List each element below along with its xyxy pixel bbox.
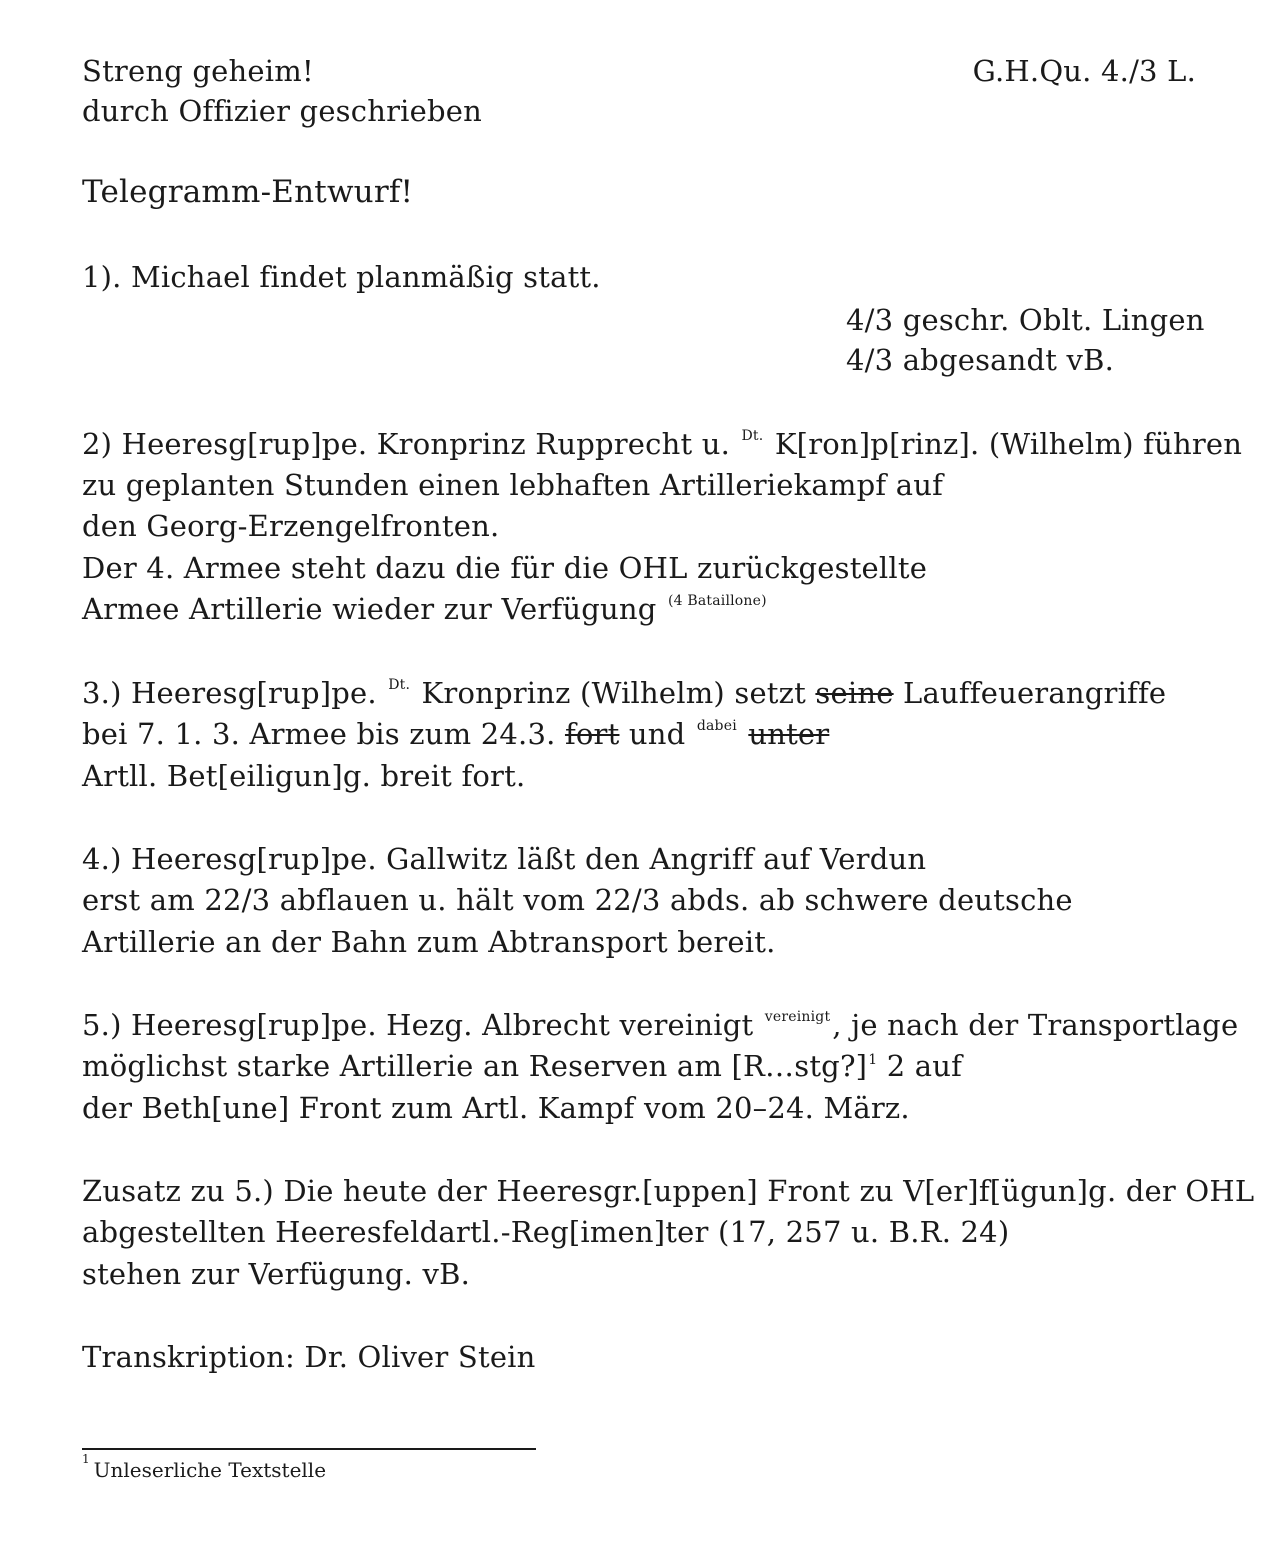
section-3-line-1-sup: Dt. xyxy=(388,677,411,693)
section-3-line-2-sup: dabei xyxy=(696,718,737,734)
section-1-note-written: 4/3 geschr. Oblt. Lingen xyxy=(846,303,1205,337)
footnote-marker: 1 xyxy=(82,1452,90,1467)
section-2-line-1-sup: Dt. xyxy=(741,428,764,444)
section-2-line-3: den Georg-Erzengelfronten. xyxy=(82,509,500,543)
section-3-line-1 xyxy=(82,676,1167,710)
section-3-line-2 xyxy=(82,717,830,751)
section-2-line-1 xyxy=(82,427,1243,461)
section-4-line-1: 4.) Heeresg[rup]pe. Gallwitz läßt den Angriff auf Verdun xyxy=(82,842,927,876)
footnote-reference: 1 xyxy=(868,1052,878,1068)
footnote-divider xyxy=(82,1448,536,1450)
addendum-line-2: abgestellten Heeresfeldartl.-Reg[imen]ter (17, 257 u. B.R. 24) xyxy=(82,1215,1010,1249)
section-5-line-1-sup: vereinigt xyxy=(764,1009,831,1025)
section-3-struck-word-2: fort xyxy=(564,717,620,751)
section-4-line-3: Artillerie an der Bahn zum Abtransport bereit. xyxy=(82,925,776,959)
section-3-line-3: Artll. Bet[eiligun]g. breit fort. xyxy=(82,759,526,793)
section-3-line-2-mid: und xyxy=(628,717,686,751)
document-title: Telegramm-Entwurf! xyxy=(82,174,414,210)
section-3-line-2-start: bei 7. 1. 3. Armee bis zum 24.3. xyxy=(82,717,556,751)
section-3-struck-word: seine xyxy=(815,676,894,710)
section-2-line-5-sup: (4 Bataillone) xyxy=(667,593,767,609)
classification-label: Streng geheim! xyxy=(82,54,314,88)
section-2-line-4: Der 4. Armee steht dazu die für die OHL zurückgestellte xyxy=(82,551,928,585)
section-5-line-1-start: 5.) Heeresg[rup]pe. Hezg. Albrecht vereinigt xyxy=(82,1008,754,1042)
section-3-line-1-start: 3.) Heeresg[rup]pe. xyxy=(82,676,377,710)
section-4-line-2: erst am 22/3 abflauen u. hält vom 22/3 abds. ab schwere deutsche xyxy=(82,883,1073,917)
section-5-line-3: der Beth[une] Front zum Artl. Kampf vom 20–24. März. xyxy=(82,1091,910,1125)
reference-number: G.H.Qu. 4./3 L. xyxy=(972,54,1196,88)
section-2-line-1-start: 2) Heeresg[rup]pe. Kronprinz Rupprecht u. xyxy=(82,427,731,461)
section-2-line-1-end: K[ron]p[rinz]. (Wilhelm) führen xyxy=(774,427,1243,461)
footnote-text: Unleserliche Textstelle xyxy=(93,1458,327,1482)
section-2-line-5 xyxy=(82,592,769,626)
section-2-line-2: zu geplanten Stunden einen lebhaften Artilleriekampf auf xyxy=(82,468,944,502)
section-5-line-2-start: möglichst starke Artillerie an Reserven am [R…stg?] xyxy=(82,1049,868,1083)
written-by-label: durch Offizier geschrieben xyxy=(82,94,482,128)
section-3-line-1-end: Lauffeuerangriffe xyxy=(903,676,1167,710)
section-5-line-1-end: , je nach der Transportlage xyxy=(832,1008,1239,1042)
section-3-line-1-mid: Kronprinz (Wilhelm) setzt xyxy=(421,676,806,710)
addendum-line-1: Zusatz zu 5.) Die heute der Heeresgr.[uppen] Front zu V[er]f[ügun]g. der OHL xyxy=(82,1174,1255,1208)
section-2-line-5-text: Armee Artillerie wieder zur Verfügung xyxy=(82,592,657,626)
footnote xyxy=(82,1452,327,1482)
addendum-line-3: stehen zur Verfügung. vB. xyxy=(82,1257,471,1291)
section-3-struck-word-3: unter xyxy=(748,717,830,751)
section-5-line-1 xyxy=(82,1008,1239,1042)
section-1-text: 1). Michael findet planmäßig statt. xyxy=(82,260,601,294)
section-5-line-2-end: 2 auf xyxy=(877,1049,963,1083)
section-5-line-2 xyxy=(82,1049,963,1083)
section-1-note-sent: 4/3 abgesandt vB. xyxy=(846,343,1115,377)
transcription-credit: Transkription: Dr. Oliver Stein xyxy=(82,1340,536,1374)
